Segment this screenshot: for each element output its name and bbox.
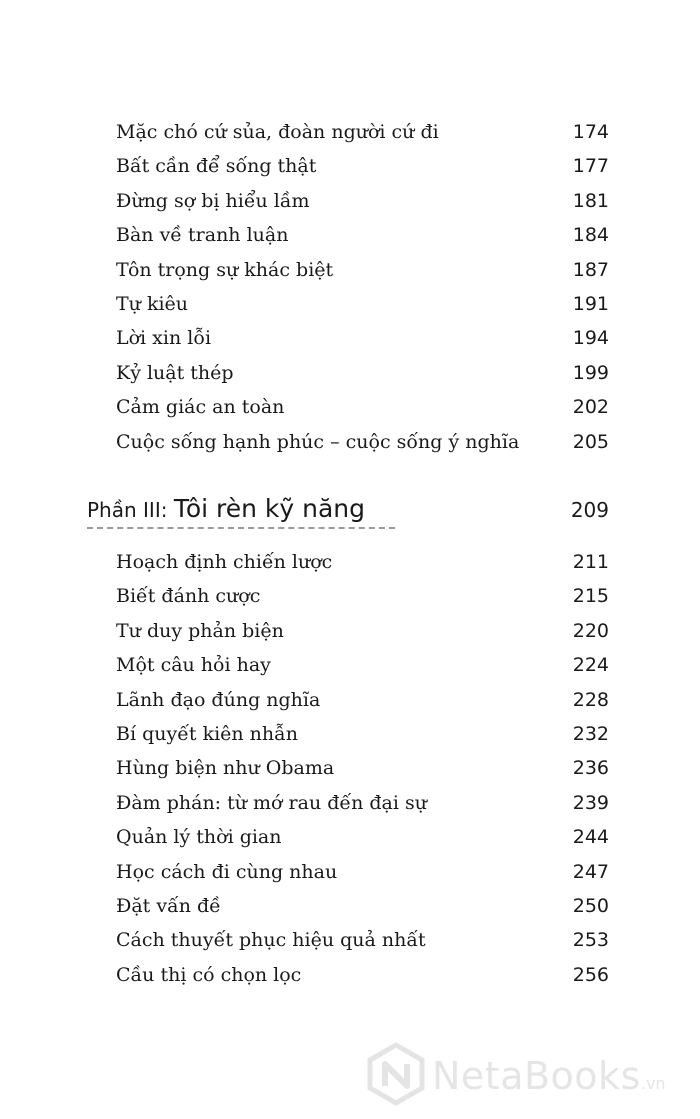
toc-entry-title: Cảm giác an toàn xyxy=(116,396,285,419)
toc-entry xyxy=(0,752,700,786)
toc-entry-page: 244 xyxy=(572,826,609,849)
toc-entry-page: 247 xyxy=(572,860,609,883)
toc-entry-title: Cách thuyết phục hiệu quả nhất xyxy=(116,929,426,952)
toc-entry-page: 181 xyxy=(572,189,609,212)
toc-entry xyxy=(0,357,700,391)
toc-entry-title: Đừng sợ bị hiểu lầm xyxy=(116,189,310,212)
toc-entry-page: 253 xyxy=(572,929,609,952)
toc-entry-page: 239 xyxy=(572,791,609,814)
toc-entry xyxy=(0,391,700,425)
toc-entry-title: Hùng biện như Obama xyxy=(116,757,335,780)
toc-entry-title: Đàm phán: từ mớ rau đến đại sự xyxy=(116,791,427,814)
toc-entry-page: 194 xyxy=(572,327,609,350)
toc-entry-page: 224 xyxy=(572,654,609,677)
toc-entry-page: 202 xyxy=(572,396,609,419)
toc-entry-title: Bàn về tranh luận xyxy=(116,224,289,247)
toc-entry-title: Bất cần để sống thật xyxy=(116,155,317,178)
watermark-brand: NetaBooks xyxy=(432,1054,641,1098)
toc-entry-page: 228 xyxy=(572,688,609,711)
toc-entry xyxy=(0,787,700,821)
netabooks-logo-icon xyxy=(364,1042,428,1106)
toc-entry xyxy=(0,821,700,855)
toc-entry-page: 187 xyxy=(572,258,609,281)
toc-entry-title: Quản lý thời gian xyxy=(116,826,282,849)
toc-entry xyxy=(0,856,700,890)
toc-entry xyxy=(0,116,700,150)
toc-entry-title: Kỷ luật thép xyxy=(116,361,234,384)
toc-entry-page: 236 xyxy=(572,757,609,780)
toc-entry xyxy=(0,322,700,356)
toc-entry-page: 205 xyxy=(572,430,609,453)
toc-entry-title: Tôn trọng sự khác biệt xyxy=(116,258,334,281)
toc-entry xyxy=(0,890,700,924)
section-prefix: Phần III: xyxy=(87,498,174,522)
toc-entry xyxy=(0,649,700,683)
toc-entry-page: 211 xyxy=(572,551,609,573)
toc-entry-title: Tư duy phản biện xyxy=(116,619,284,642)
toc-entry xyxy=(0,150,700,184)
toc-entry-page: 215 xyxy=(572,585,609,608)
toc-entry-title: Bí quyết kiên nhẫn xyxy=(116,722,299,745)
toc-entry-title: Đặt vấn đề xyxy=(116,894,221,917)
toc-list-before xyxy=(0,116,700,460)
toc-entry xyxy=(0,254,700,288)
toc-entry-title: Cuộc sống hạnh phúc – cuộc sống ý nghĩa xyxy=(116,430,520,453)
watermark-suffix: .vn xyxy=(640,1074,666,1093)
section-title: Tôi rèn kỹ năng xyxy=(173,494,366,523)
watermark xyxy=(364,1036,700,1116)
toc-entry-title: Lời xin lỗi xyxy=(116,327,212,350)
toc-entry xyxy=(0,185,700,219)
toc-entry xyxy=(0,924,700,958)
watermark-text xyxy=(432,1054,666,1106)
toc-entry-title: Học cách đi cùng nhau xyxy=(116,860,338,883)
section-page-number: 209 xyxy=(570,498,609,522)
toc-entry-page: 177 xyxy=(572,155,609,178)
toc-entry xyxy=(0,288,700,322)
toc-entry-title: Một câu hỏi hay xyxy=(116,654,271,677)
toc-entry-page: 250 xyxy=(572,894,609,917)
toc-entry-page: 220 xyxy=(572,619,609,642)
toc-entry-page: 174 xyxy=(572,121,609,143)
toc-entry xyxy=(0,219,700,253)
toc-entry xyxy=(0,615,700,649)
toc-list-after xyxy=(0,546,700,993)
toc-entry-page: 256 xyxy=(572,963,609,986)
section-dashed-underline xyxy=(87,527,395,529)
toc-entry-title: Tự kiêu xyxy=(116,292,189,315)
toc-entry-title: Mặc chó cứ sủa, đoàn người cứ đi xyxy=(116,121,439,143)
toc-entry-page: 199 xyxy=(572,361,609,384)
toc-entry-title: Lãnh đạo đúng nghĩa xyxy=(116,688,321,711)
toc-entry xyxy=(0,546,700,580)
toc-entry xyxy=(0,580,700,614)
section-heading xyxy=(0,488,700,536)
toc-entry xyxy=(0,684,700,718)
section-label xyxy=(87,496,365,523)
toc-entry-title: Cầu thị có chọn lọc xyxy=(116,963,302,986)
toc-entry xyxy=(0,426,700,460)
toc-entry-page: 232 xyxy=(572,722,609,745)
toc-entry xyxy=(0,718,700,752)
toc-entry-page: 184 xyxy=(572,224,609,247)
toc-entry xyxy=(0,959,700,993)
toc-entry-title: Biết đánh cược xyxy=(116,585,261,608)
toc-entry-page: 191 xyxy=(572,292,609,315)
toc-entry-title: Hoạch định chiến lược xyxy=(116,551,333,573)
